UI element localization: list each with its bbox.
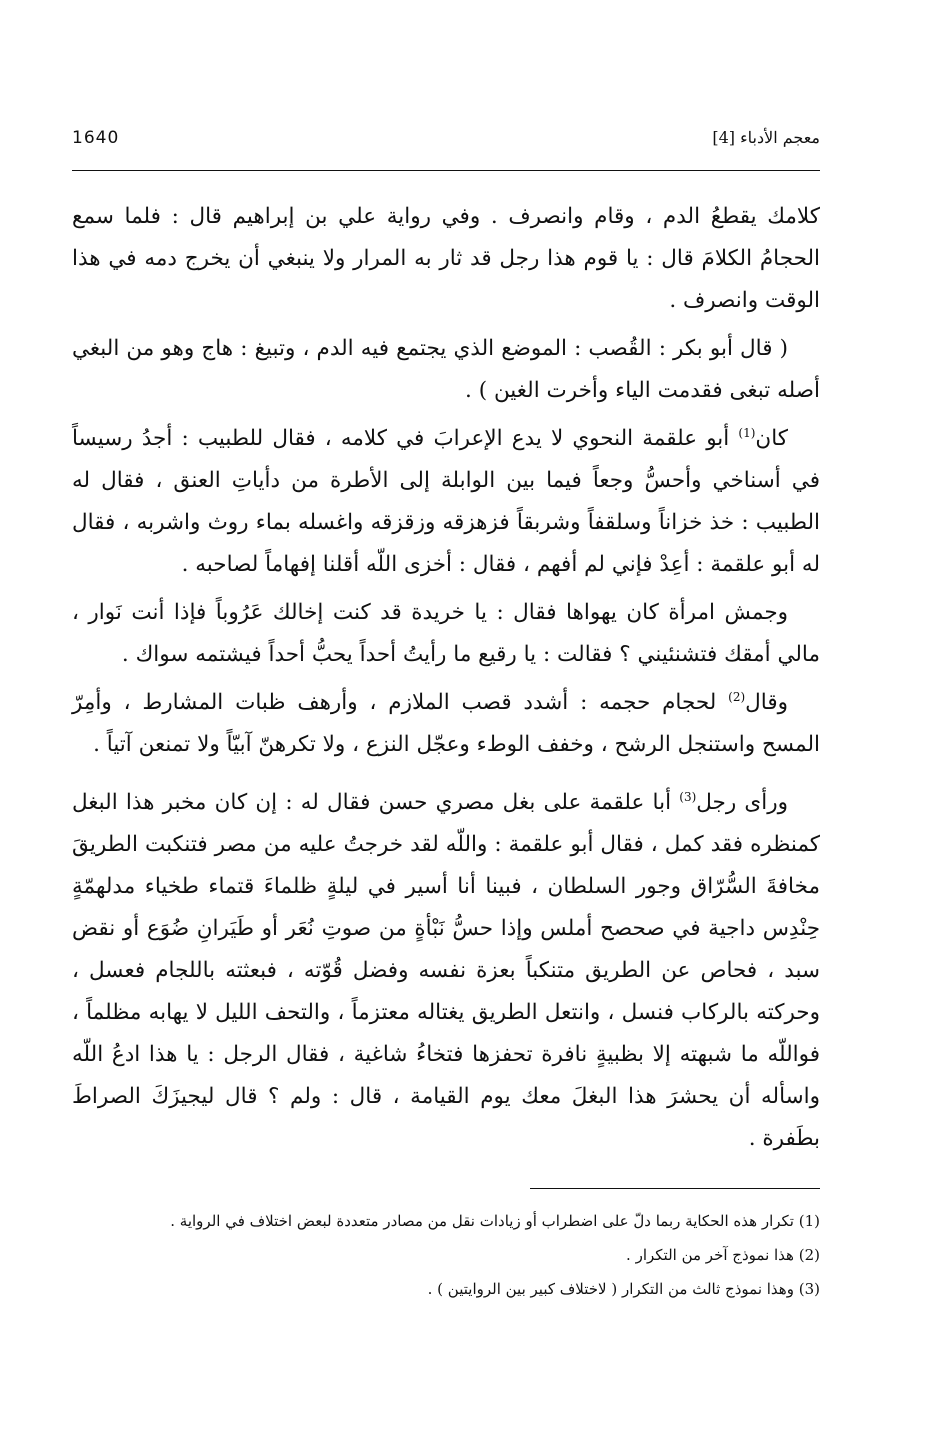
footnote-2: (2) هذا نموذج آخر من التكرار . [626,1246,820,1264]
paragraph-4 [72,592,820,676]
text-line: اللّه واسأله أن يحشرَ هذا البغلَ معك يوم القيامة ، قال : ولم ؟ قال ليجيزَكَ الصراطَ [72,1042,820,1109]
text-line: الطريقَ مخافةَ السُّرّاق وجور السلطان ، فبينا أنا أسير في ليلةٍ ظلماءَ قتماء طخياء [72,832,820,899]
main-text [72,196,820,1166]
text-line: الحجامُ الكلامَ قال : يا قوم هذا رجل قد ثار به المرار ولا ينبغي أن يخرج دمه في هذا [72,246,820,271]
footnote-1: (1) تكرار هذه الحكاية ربما دلّ على اضطراب أو زيادات نقل من مصادر متعددة لبعض اختلاف في الرواية . [170,1212,820,1230]
text-line: المسح واستنجل الرشح ، وخفف الوطء وعجّل النزع ، ولا تكرهنّ آبيّاً ولا تمنعن [138,732,820,757]
text-line: آتياً . [93,732,132,757]
text-line: أو نقض سبد ، فحاص عن الطريق متنكباً بعزة نفسه وفضل قُوّته ، فبعثته باللجام [72,916,821,983]
running-title: معجم الأدباء [4] [712,128,820,147]
footnote-marker: (1) [738,425,756,440]
paragraph-lead: كان [755,426,788,451]
page-header [72,128,820,160]
paragraph-1 [72,196,820,322]
text-line: وجمش امرأة كان يهواها فقال : يا خريدة قد كنت إخالك عَرُوباً فإذا أنت نَوار ، [72,600,788,625]
paragraph-6 [72,782,820,1160]
text-line: أبا علقمة على بغل مصري حسن فقال له : إن كان مخبر هذا [125,790,672,815]
text-line: مالي أمقك فتشنئيني ؟ فقالت : يا رقيع ما رأيتُ أحداً يحبُّ أحداً فيشتمه سواك . [121,642,820,667]
text-line: البغي أصله تبغى فقدمت الياء وأخرت الغين ) . [72,336,820,403]
paragraph-5 [72,682,820,766]
footnote-marker: (2) [728,689,746,704]
text-line: الطبيب : خذ خزاناً وسلقفاً وشربقاً فزهزقه وزقزقه واغسله بماء روث واشربه ، فقال له [72,510,820,577]
footnotes [72,1204,820,1306]
text-line: الوقت وانصرف . [669,288,820,313]
text-line: البغل كمنظره فقد كمل ، فقال أبو علقمة : واللّه لقد خرجتُ عليه من مصر فتنكبت [72,790,820,857]
text-line: رسيساً في أسناخي وأحسُّ وجعاً فيما بين الوابلة إلى الأطرة من دأياتِ العنق ، فقال له [72,426,820,493]
page-number: 1640 [72,128,120,148]
footnote-rule [530,1188,820,1189]
text-line: مظلماً ، فواللّه ما شبهته إلا بظبيةٍ نافرة تحفزها فتخاءُ شاغية ، فقال الرجل : يا هذا ادعُ [72,1000,820,1067]
paragraph-lead: ورأى رجل [696,790,788,815]
header-rule [72,170,820,171]
footnote-marker: (3) [679,789,697,804]
paragraph-3 [72,418,820,586]
text-line: ( قال أبو بكر : القُصب : الموضع الذي يجتمع فيه الدم ، وتبيغ : هاج وهو من [126,336,788,361]
text-line: أبو علقمة النحوي لا يدع الإعرابَ في كلامه ، فقال للطبيب : أجدُ [141,426,730,451]
text-line: كلامك يقطعُ الدم ، وقام وانصرف . وفي رواية علي بن إبراهيم قال : فلما سمع [72,204,820,229]
text-line: أبو علقمة : أعِدْ فإني لم أفهم ، فقال : أخزى اللّه أقلنا إفهاماً لصاحبه . [181,552,796,577]
text-line: لحجام حجمه : أشدد قصب الملازم ، وأرهف ظبات المشارط ، وأمِرّ [72,690,717,715]
text-line: مدلهمّةٍ حِنْدِس داجية في صحصح أملس وإذا حسُّ نَبْأةٍ من صوتِ نُعَر أو طَيَرانِ ضُوَع [72,874,821,941]
text-line: بطَفرة . [748,1126,820,1151]
text-line: فعسل ، وحركته بالركاب فنسل ، وانتعل الطريق يغتاله معتزماً ، والتحف الليل لا يهابه [72,958,820,1025]
paragraph-2 [72,328,820,412]
paragraph-lead: وقال [745,690,788,715]
footnote-3: (3) وهذا نموذج ثالث من التكرار ( لاختلاف كبير بين الروايتين ) . [427,1280,820,1298]
